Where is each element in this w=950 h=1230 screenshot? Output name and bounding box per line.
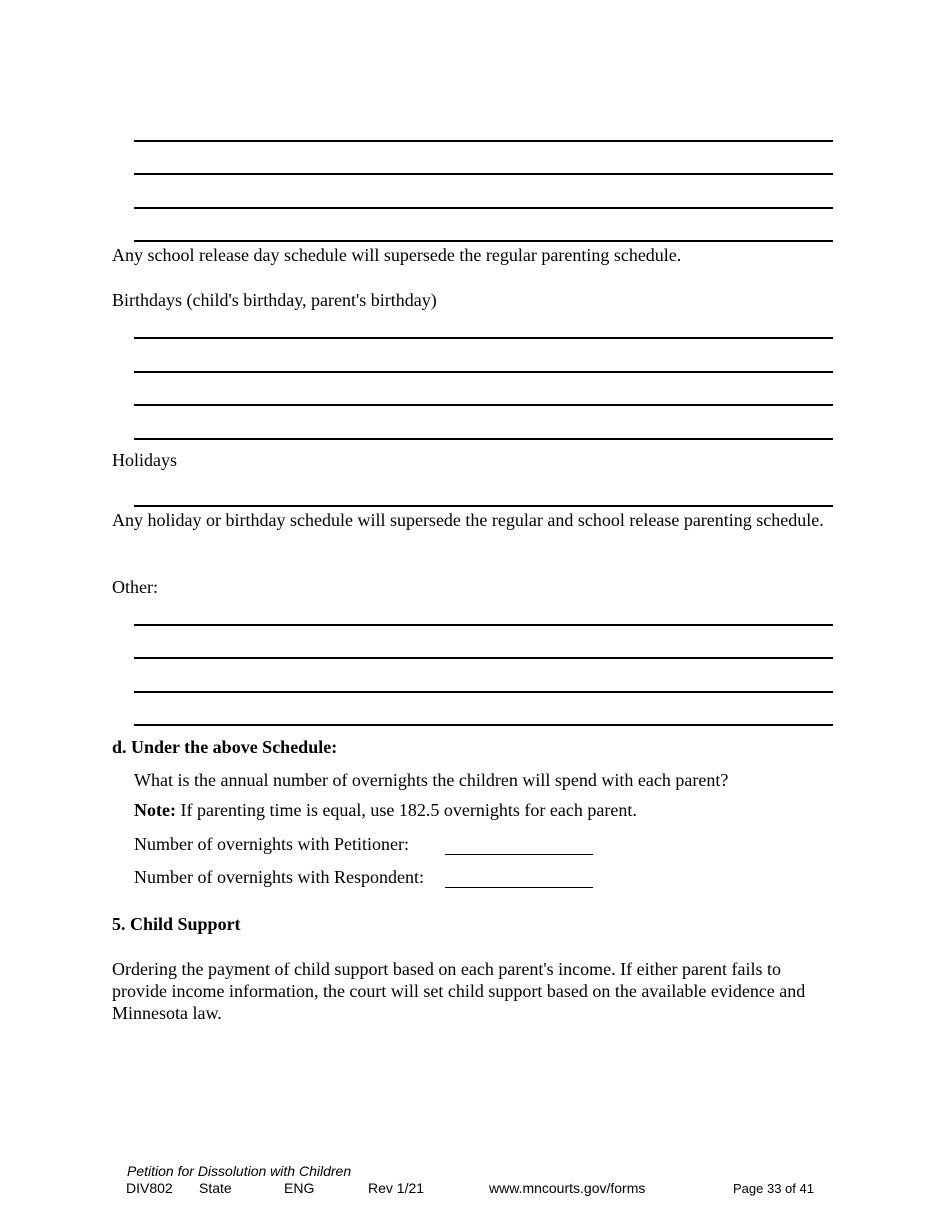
writing-line[interactable] xyxy=(134,371,833,373)
respondent-overnights-field[interactable] xyxy=(445,867,593,887)
other-label: Other: xyxy=(112,577,158,597)
holidays-label: Holidays xyxy=(112,450,177,470)
child-support-heading: 5. Child Support xyxy=(112,914,241,934)
writing-line[interactable] xyxy=(134,691,833,693)
overnights-question: What is the annual number of overnights the children will spend with each parent? xyxy=(134,770,729,790)
footer-form-code: DIV802 xyxy=(126,1180,173,1196)
petitioner-overnights-label: Number of overnights with Petitioner: xyxy=(134,834,409,854)
footer-jurisdiction: State xyxy=(199,1180,232,1196)
writing-line[interactable] xyxy=(134,240,833,242)
footer-website-link[interactable]: www.mncourts.gov/forms xyxy=(489,1180,646,1196)
writing-line[interactable] xyxy=(134,624,833,626)
writing-line[interactable] xyxy=(134,657,833,659)
writing-line[interactable] xyxy=(134,404,833,406)
section-d-heading: d. Under the above Schedule: xyxy=(112,737,338,757)
writing-line[interactable] xyxy=(134,505,833,507)
school-release-note: Any school release day schedule will supersede the regular parenting schedule. xyxy=(112,245,682,265)
footer-page-number: Page 33 of 41 xyxy=(733,1181,814,1196)
footer-form-title: Petition for Dissolution with Children xyxy=(127,1163,352,1179)
note-label: Note: xyxy=(134,800,176,820)
birthdays-label: Birthdays (child's birthday, parent's birthday) xyxy=(112,290,437,310)
child-support-body: Ordering the payment of child support based on each parent's income. If either parent fails to provide income information, the court will set child support based on the available evidence and Minnesota law. xyxy=(112,959,806,1023)
writing-line[interactable] xyxy=(134,207,833,209)
writing-line[interactable] xyxy=(134,724,833,726)
writing-line[interactable] xyxy=(134,337,833,339)
petitioner-overnights-blank xyxy=(445,854,593,855)
footer-language: ENG xyxy=(284,1180,315,1196)
note-text: If parenting time is equal, use 182.5 overnights for each parent. xyxy=(175,800,637,820)
respondent-overnights-label: Number of overnights with Respondent: xyxy=(134,867,424,887)
writing-line[interactable] xyxy=(134,438,833,440)
respondent-overnights-blank xyxy=(445,887,593,888)
equal-time-note xyxy=(134,799,637,821)
writing-line[interactable] xyxy=(134,140,833,142)
petitioner-overnights-field[interactable] xyxy=(445,834,593,854)
writing-line[interactable] xyxy=(134,173,833,175)
holiday-note: Any holiday or birthday schedule will supersede the regular and school release parenting schedule. xyxy=(112,510,824,530)
footer-revision: Rev 1/21 xyxy=(368,1180,425,1196)
